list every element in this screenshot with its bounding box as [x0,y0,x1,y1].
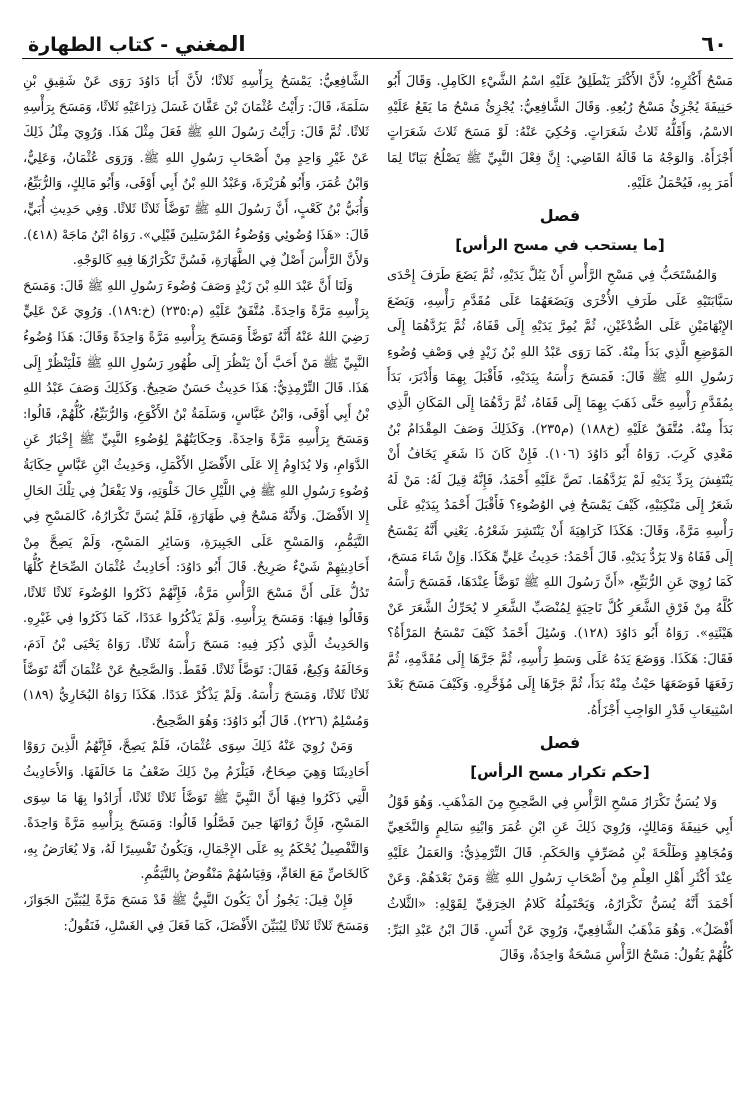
right-column [387,69,733,1089]
paragraph: وَمَنْ رُوِيَ عَنْهُ ذَلِكَ سِوَى عُثْمَانَ، فَلَمْ يَصِحَّ، فَإِنَّهُمُ الَّذِينَ رَوَوْا أَحَادِيثَنَا وَهِيَ صِحَاحٌ، فَيَلْزَمُ مِنْ ذَلِكَ ضَعْفُ مَا خَالَفَهَا. وَالأَحَادِيثُ الَّتِي ذَكَرُوا فِيهَا أَنَّ النَّبِيَّ ﷺ تَوَضَّأَ ثَلاثًا ثَلاثًا، أَرَادُوا بِهَا مَا سِوَى المَسْحِ، فَإِنَّ رُوَاتَهَا حِينَ فَصَّلُوا قَالُوا: وَمَسَحَ بِرَأْسِهِ مَرَّةً وَاحِدَةً. وَالتَّفْصِيلُ يُحْكَمُ بِهِ عَلَى الإِجْمَالِ، وَيَكُونُ تَفْسِيرًا لَهُ، وَلا يُعَارَضُ بِهِ، كَالخَاصِّ مَعَ العَامِّ، وَقِيَاسُهُمْ مَنْقُوضٌ بِالتَّيَمُّمِ. [23,739,369,883]
paragraph: مَسْحُ أَكْثَرِهِ؛ لأَنَّ الأَكْثَرَ يَنْطَلِقُ عَلَيْهِ اسْمُ الشَّيْءِ الكَامِلِ. وَقَالَ أَبُو حَنِيفَةَ يُجْزِئُ مَسْحُ رُبُعِهِ. وَقَالَ الشَّافِعِيُّ: يُجْزِئُ مَسْحُ مَا يَقَعُ عَلَيْهِ الاسْمُ، وَأَقَلُّهُ ثَلاثُ شَعَرَاتٍ. وَحُكِيَ عَنْهُ: لَوْ مَسَحَ ثَلاثَ شَعَرَاتٍ أَجْزَأَهُ. وَالوَجْهُ مَا قَالَهُ القَاضِي: إِنَّ فِعْلَ النَّبِيِّ ﷺ يَصْلُحُ بَيَانًا لِمَا أَمَرَ بِهِ، فَيُحْمَلُ عَلَيْهِ. [387,74,733,192]
paragraph: فَإِنْ قِيلَ: يَجُوزُ أَنْ يَكُونَ النَّبِيُّ ﷺ قَدْ مَسَحَ مَرَّةً لِيُبَيِّنَ الجَوَازَ، وَمَسَحَ ثَلاثًا ثَلاثًا لِيُبَيِّنَ الأَفْضَلَ، كَمَا فَعَلَ فِي الغَسْلِ، فَنَقُولُ: [23,893,369,934]
running-title [28,32,246,56]
text-columns [22,69,733,1089]
book-name: المغني [174,32,246,56]
title-separator: - [153,34,175,56]
left-column [23,69,369,1089]
section-label: فصل [539,205,581,225]
page-number: ٦٠ [701,32,727,56]
section-heading: [حكم تكرار مسح الرأس] [470,762,650,781]
page-header [22,26,733,59]
chapter-name: كتاب الطهارة [28,34,154,56]
paragraph: وَلا يُسَنُّ تَكْرَارُ مَسْحِ الرَّأْسِ فِي الصَّحِيحِ مِنَ المَذْهَبِ. وَهُوَ قَوْلُ أَبِي حَنِيفَةَ وَمَالِكٍ، وَرُوِيَ ذَلِكَ عَنِ ابْنِ عُمَرَ وَابْنِهِ سَالِمٍ وَالنَّخَعِيِّ وَمُجَاهِدٍ وَطَلْحَةَ بْنِ مُصَرِّفٍ وَالحَكَمِ. قَالَ التِّرْمِذِيُّ: وَالعَمَلُ عَلَيْهِ عِنْدَ أَكْثَرِ أَهْلِ العِلْمِ مِنْ أَصْحَابِ رَسُولِ اللهِ ﷺ وَمَنْ بَعْدَهُمْ. وَعَنْ أَحْمَدَ أَنَّهُ يُسَنُّ تَكْرَارُهُ، وَيَحْتَمِلُهُ كَلامُ الخِرَقِيِّ لِقَوْلِهِ: «الثَّلاثُ أَفْضَلُ». وَهُوَ مَذْهَبُ الشَّافِعِيِّ، وَرُوِيَ عَنْ أَنَسٍ. قَالَ ابْنُ عَبْدِ البَرِّ: كُلُّهُمْ يَقُولُ: مَسْحُ الرَّأْسِ مَسْحَةٌ وَاحِدَةٌ، وَقَالَ [387,794,733,964]
paragraph: وَالمُسْتَحَبُّ فِي مَسْحِ الرَّأْسِ أَنْ يَبُلَّ يَدَيْهِ، ثُمَّ يَضَعَ طَرَفَ إِحْدَى سَبَّابَتَيْهِ عَلَى طَرَفِ الأُخْرَى وَيَضَعَهُمَا عَلَى مُقَدَّمِ رَأْسِهِ، وَيَضَعَ الإِبْهَامَيْنِ عَلَى الصُّدْغَيْنِ، ثُمَّ يُمِرَّ يَدَيْهِ إِلَى قَفَاهُ، ثُمَّ يَرُدَّهُمَا إِلَى المَوْضِعِ الَّذِي بَدَأَ مِنْهُ. كَمَا رَوَى عَبْدُ اللهِ بْنُ زَيْدٍ فِي وَصْفِ وُضُوءِ رَسُولِ اللهِ ﷺ قَالَ: فَمَسَحَ رَأْسَهُ بِيَدَيْهِ، فَأَقْبَلَ بِهِمَا وَأَدْبَرَ، بَدَأَ بِمُقَدَّمِ رَأْسِهِ حَتَّى ذَهَبَ بِهِمَا إِلَى قَفَاهُ، ثُمَّ رَدَّهُمَا إِلَى المَكَانِ الَّذِي بَدَأَ مِنْهُ. مُتَّفَقٌ عَلَيْهِ (خ١٨٨) (م٢٣٥). وَكَذَلِكَ وَصَفَ المِقْدَامُ بْنُ مَعْدِي كَرِبَ. رَوَاهُ أَبُو دَاوُدَ (١٠٦). فَإِنْ كَانَ ذَا شَعَرٍ يَخَافُ أَنْ يَنْتَفِشَ بِرَدِّ يَدَيْهِ لَمْ يَرُدَّهُمَا. نَصَّ عَلَيْهِ أَحْمَدُ، فَإِنَّهُ قِيلَ لَهُ: مَنْ لَهُ شَعَرٌ إِلَى مَنْكِبَيْهِ، كَيْفَ يَمْسَحُ فِي الوُضُوءِ؟ فَأَقْبَلَ أَحْمَدُ بِيَدَيْهِ عَلَى رَأْسِهِ مَرَّةً، وَقَالَ: هَكَذَا كَرَاهِيَةَ أَنْ يَنْتَشِرَ شَعْرُهُ. يَعْنِي أَنَّهُ يَمْسَحُ إِلَى قَفَاهُ وَلا يَرُدُّ يَدَيْهِ. قَالَ أَحْمَدُ: حَدِيثُ عَلِيٍّ هَكَذَا. وَإِنْ شَاءَ مَسَحَ، كَمَا رُوِيَ عَنِ الرُّبَيِّعِ، «أَنَّ رَسُولَ اللهِ ﷺ تَوَضَّأَ عِنْدَهَا، فَمَسَحَ رَأْسَهُ كُلَّهُ مِنْ فَرْقِ الشَّعَرِ كُلَّ نَاحِيَةٍ لِمُنْصَبِّ الشَّعَرِ لا يُحَرِّكُ الشَّعَرَ عَنْ هَيْئَتِهِ». رَوَاهُ أَبُو دَاوُدَ (١٢٨). وَسُئِلَ أَحْمَدُ كَيْفَ تَمْسَحُ المَرْأَةُ؟ فَقَالَ: هَكَذَا. وَوَضَعَ يَدَهُ عَلَى وَسَطِ رَأْسِهِ، ثُمَّ جَرَّهَا إِلَى مُقَدَّمِهِ، ثُمَّ رَفَعَهَا فَوَضَعَهَا حَيْثُ مِنْهُ بَدَأَ، ثُمَّ جَرَّهَا إِلَى مُؤَخَّرِهِ. وَكَيْفَ مَسَحَ بَعْدَ اسْتِيعَابِ قَدْرِ الوَاجِبِ أَجْزَأَهُ. [387,267,733,719]
paragraph: وَلَنَا أَنَّ عَبْدَ اللهِ بْنَ زَيْدٍ وَصَفَ وُضُوءَ رَسُولِ اللهِ ﷺ قَالَ: وَمَسَحَ بِرَأْسِهِ مَرَّةً وَاحِدَةً. مُتَّفَقٌ عَلَيْهِ (م:٢٣٥) (خ:١٨٩). وَرُوِيَ عَنْ عَلِيٍّ رَضِيَ اللهُ عَنْهُ أَنَّهُ تَوَضَّأَ وَمَسَحَ بِرَأْسِهِ مَرَّةً وَاحِدَةً وَقَالَ: هَذَا وُضُوءُ النَّبِيِّ ﷺ مَنْ أَحَبَّ أَنْ يَنْظُرَ إِلَى طُهُورِ رَسُولِ اللهِ ﷺ فَلْيَنْظُرْ إِلَى هَذَا. قَالَ التِّرْمِذِيُّ: هَذَا حَدِيثٌ حَسَنٌ صَحِيحٌ. وَكَذَلِكَ وَصَفَ عَبْدُ اللهِ بْنُ أَبِي أَوْفَى، وَابْنُ عَبَّاسٍ، وَسَلَمَةُ بْنُ الأَكْوَعِ، وَالرُّبَيِّعُ، كُلُّهُمْ، قَالُوا: وَمَسَحَ بِرَأْسِهِ مَرَّةً وَاحِدَةً. وَحِكَايَتُهُمْ لِوُضُوءِ النَّبِيِّ ﷺ إِخْبَارٌ عَنِ الدَّوَامِ، وَلا يُدَاوِمُ إِلا عَلَى الأَفْضَلِ الأَكْمَلِ، وَحَدِيثُ ابْنِ عَبَّاسٍ حِكَايَةُ وُضُوءِ رَسُولِ اللهِ ﷺ فِي اللَّيْلِ حَالَ خَلْوَتِهِ، وَلا يَفْعَلُ فِي تِلْكَ الحَالِ إِلا الأَفْضَلَ. وَلأَنَّهُ مَسْحٌ فِي طَهَارَةٍ، فَلَمْ يُسَنَّ تَكْرَارُهُ، كَالمَسْحِ فِي التَّيَمُّمِ، وَالمَسْحِ عَلَى الجَبِيرَةِ، وَسَائِرِ المَسْحِ، وَلَمْ يَصِحَّ مِنْ أَحَادِيثِهِمْ شَيْءٌ صَرِيحٌ. قَالَ أَبُو دَاوُدَ: أَحَادِيثُ عُثْمَانَ الصِّحَاحُ كُلُّهَا تَدُلُّ عَلَى أَنَّ مَسْحَ الرَّأْسِ مَرَّةٌ، فَإِنَّهُمْ ذَكَرُوا الوُضُوءَ ثَلاثًا ثَلاثًا، وَقَالُوا فِيهَا: وَمَسَحَ بِرَأْسِهِ. وَلَمْ يَذْكُرُوا عَدَدًا، كَمَا ذَكَرُوا فِي غَيْرِهِ. وَالحَدِيثُ الَّذِي ذُكِرَ فِيهِ: مَسَحَ رَأْسَهُ ثَلاثًا. رَوَاهُ يَحْيَى بْنُ آدَمَ، وَخَالَفَهُ وَكِيعٌ، فَقَالَ: تَوَضَّأَ ثَلاثًا. فَقَطْ. وَالصَّحِيحُ عَنْ عُثْمَانَ أَنَّهُ تَوَضَّأَ ثَلاثًا ثَلاثًا، وَمَسَحَ رَأْسَهُ. وَلَمْ يَذْكُرْ عَدَدًا. هَكَذَا رَوَاهُ البُخَارِيُّ (١٨٩) وَمُسْلِمٌ (٢٢٦). قَالَ أَبُو دَاوُدَ: وَهُوَ الصَّحِيحُ. [23,278,369,729]
section-heading: [ما يستحب في مسح الرأس] [455,235,665,254]
section-label: فصل [539,732,581,752]
paragraph: الشَّافِعِيُّ: يَمْسَحُ بِرَأْسِهِ ثَلاثًا؛ لأَنَّ أَبَا دَاوُدَ رَوَى عَنْ شَقِيقِ بْنِ سَلَمَةَ، قَالَ: رَأَيْتُ عُثْمَانَ بْنَ عَفَّانَ غَسَلَ ذِرَاعَيْهِ ثَلاثًا، وَمَسَحَ بِرَأْسِهِ ثَلاثًا. ثُمَّ قَالَ: رَأَيْتُ رَسُولَ اللهِ ﷺ فَعَلَ مِثْلَ هَذَا. وَرُوِيَ مِثْلُ ذَلِكَ عَنْ غَيْرِ وَاحِدٍ مِنْ أَصْحَابِ رَسُولِ اللهِ ﷺ. وَرَوَى عُثْمَانُ، وَعَلِيٌّ، وَابْنُ عُمَرَ، وَأَبُو هُرَيْرَةَ، وَعَبْدُ اللهِ بْنُ أَبِي أَوْفَى، وَأَبُو مَالِكٍ، وَالرُّبَيِّعُ، وَأُبَيُّ بْنُ كَعْبٍ، أَنَّ رَسُولَ اللهِ ﷺ تَوَضَّأَ ثَلاثًا ثَلاثًا. وَفِي حَدِيثِ أُبَيٍّ، قَالَ: «هَذَا وُضُوئِي وَوُضُوءُ المُرْسَلِينَ قَبْلِي». رَوَاهُ ابْنُ مَاجَهْ (٤١٨). وَلأَنَّ الرَّأْسَ أَصْلٌ فِي الطَّهَارَةِ، فَسُنَّ تَكْرَارُهَا فِيهِ كَالوَجْهِ. [23,74,369,269]
